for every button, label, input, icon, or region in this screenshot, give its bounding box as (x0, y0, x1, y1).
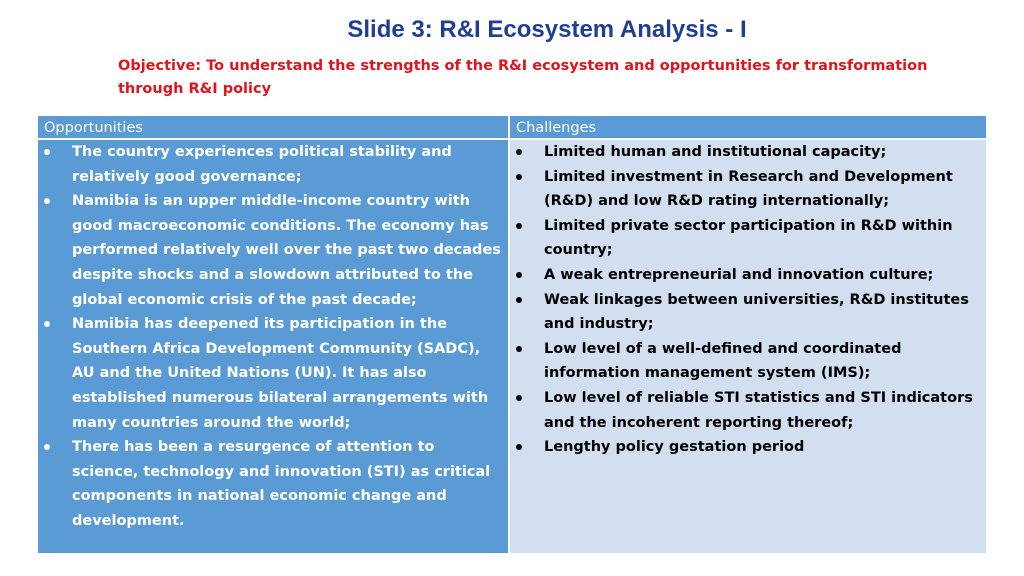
slide-title: Slide 3: R&I Ecosystem Analysis - I (347, 16, 747, 43)
challenge-item (510, 140, 986, 165)
bullet-icon (516, 223, 522, 229)
challenge-text: Limited investment in Research and Development (R&D) and low R&D rating internationally; (544, 168, 953, 210)
challenge-item (510, 263, 986, 288)
bullet-icon (44, 149, 50, 155)
analysis-table (38, 116, 986, 553)
opportunity-text: The country experiences political stability and relatively good governance; (72, 144, 452, 185)
bullet-icon (44, 321, 50, 327)
challenge-text: Lengthy policy gestation period (544, 439, 805, 456)
opportunity-text: Namibia is an upper middle-income country with good macroeconomic conditions. The economy has performed relatively well over the past two decades despite shocks and a slowdown attributed to the global economic crisis of the past decade; (72, 193, 501, 308)
challenges-list (510, 140, 986, 460)
bullet-icon (516, 444, 522, 450)
challenge-text: A weak entrepreneurial and innovation culture; (544, 266, 934, 283)
bullet-icon (44, 198, 50, 204)
opportunity-item (38, 140, 508, 189)
opportunity-item (38, 312, 508, 435)
opportunities-list (38, 140, 508, 534)
challenge-text: Low level of reliable STI statistics and STI indicators and the incoherent reporting thereof; (544, 389, 973, 431)
bullet-icon (516, 297, 522, 303)
bullet-icon (516, 346, 522, 352)
challenge-text: Limited human and institutional capacity; (544, 144, 887, 160)
challenge-item (510, 386, 986, 435)
challenge-item (510, 165, 986, 214)
opportunity-item (38, 189, 508, 312)
challenge-text: Weak linkages between universities, R&D institutes and industry; (544, 291, 969, 333)
bullet-icon (516, 149, 522, 155)
bullet-icon (516, 174, 522, 180)
opportunity-item (38, 435, 508, 533)
challenge-item (510, 435, 986, 460)
challenge-text: Low level of a well-defined and coordinated information management system (IMS); (544, 340, 902, 382)
challenge-item (510, 337, 986, 386)
opportunity-text: There has been a resurgence of attention to science, technology and innovation (STI) as critical components in national economic change and development. (72, 439, 491, 529)
bullet-icon (516, 395, 522, 401)
opportunity-text: Namibia has deepened its participation in the Southern Africa Development Community (SADC), AU and the United Nations (UN). It has also established numerous bilateral arrangements with many countries around the world; (72, 316, 489, 431)
challenge-item (510, 288, 986, 337)
challenge-item (510, 214, 986, 263)
bullet-icon (44, 444, 50, 450)
challenges-header: Challenges (510, 116, 986, 140)
opportunities-header: Opportunities (38, 116, 508, 140)
slide-objective: Objective: To understand the strengths of the R&I ecosystem and opportunities for transformation through R&I policy (118, 58, 928, 97)
challenges-column (510, 116, 986, 553)
bullet-icon (516, 272, 522, 278)
opportunities-column (38, 116, 510, 553)
challenge-text: Limited private sector participation in R&D within country; (544, 217, 953, 259)
